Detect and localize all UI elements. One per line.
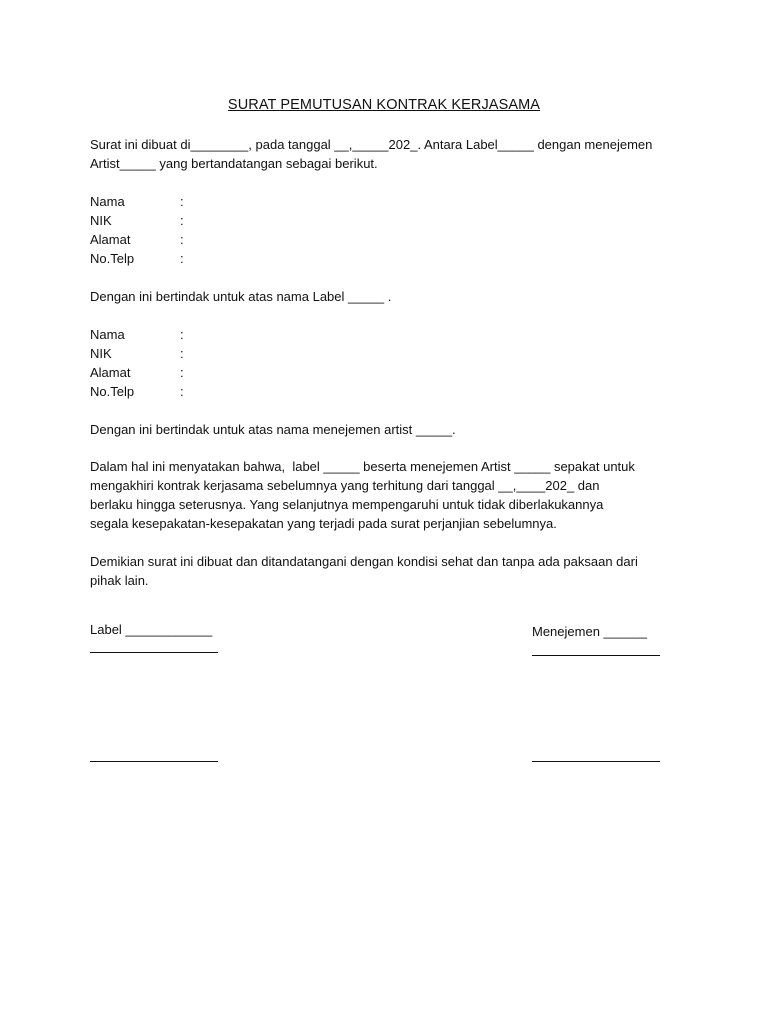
field-label: NIK [90,213,112,228]
field-colon: : [180,346,184,361]
document-title: SURAT PEMUTUSAN KONTRAK KERJASAMA [227,97,541,113]
party1-field-nama [90,192,290,211]
field-label: Alamat [90,232,131,247]
body-line-2: mengakhiri kontrak kerjasama sebelumnya yang terhitung dari tanggal __,____202_ dan [90,478,600,493]
signature-label-left: Label ____________ [90,622,213,637]
field-colon: : [180,251,184,266]
closing-line-2: pihak lain. [90,573,149,588]
party2-statement-text: Dengan ini bertindak untuk atas nama menejemen artist _____. [90,422,456,437]
party1-statement-text: Dengan ini bertindak untuk atas nama Label _____ . [90,289,392,304]
signature-line-right [532,761,660,762]
intro-line-1: Surat ini dibuat di________, pada tanggal __,_____202_. Antara Label_____ dengan menejemen [90,137,653,152]
field-colon: : [180,232,184,247]
field-colon: : [180,194,184,209]
body-line-1: Dalam hal ini menyatakan bahwa, label _____ beserta menejemen Artist _____ sepakat untuk [90,459,635,474]
field-label: Nama [90,327,125,342]
party2-field-alamat [90,363,290,382]
field-colon: : [180,365,184,380]
intro-line-2: Artist_____ yang bertandatangan sebagai berikut. [90,156,378,171]
signature-name-line-right [532,655,660,656]
signature-name-line-left [90,652,218,653]
field-label: NIK [90,346,112,361]
party2-statement [90,420,690,439]
field-label: No.Telp [90,384,135,399]
signature-label-right: Menejemen ______ [532,624,647,639]
body-line-4: segala kesepakatan-kesepakatan yang terjadi pada surat perjanjian sebelumnya. [90,516,557,531]
party2-field-telp [90,382,290,401]
field-colon: : [180,213,184,228]
party1-field-alamat [90,230,290,249]
intro-paragraph [90,135,690,173]
party2-field-nik [90,344,290,363]
signature-line-left [90,761,218,762]
closing-line-1: Demikian surat ini dibuat dan ditandatangani dengan kondisi sehat dan tanpa ada paksaan dari [90,554,638,569]
party1-field-telp [90,249,290,268]
party2-field-nama [90,325,290,344]
field-colon: : [180,384,184,399]
field-label: Alamat [90,365,131,380]
party1-statement [90,287,690,306]
party1-field-nik [90,211,290,230]
field-colon: : [180,327,184,342]
field-label: Nama [90,194,125,209]
body-paragraph [90,457,690,533]
field-label: No.Telp [90,251,135,266]
body-line-3: berlaku hingga seterusnya. Yang selanjutnya mempengaruhi untuk tidak diberlakukannya [90,497,604,512]
closing-paragraph [90,552,690,590]
